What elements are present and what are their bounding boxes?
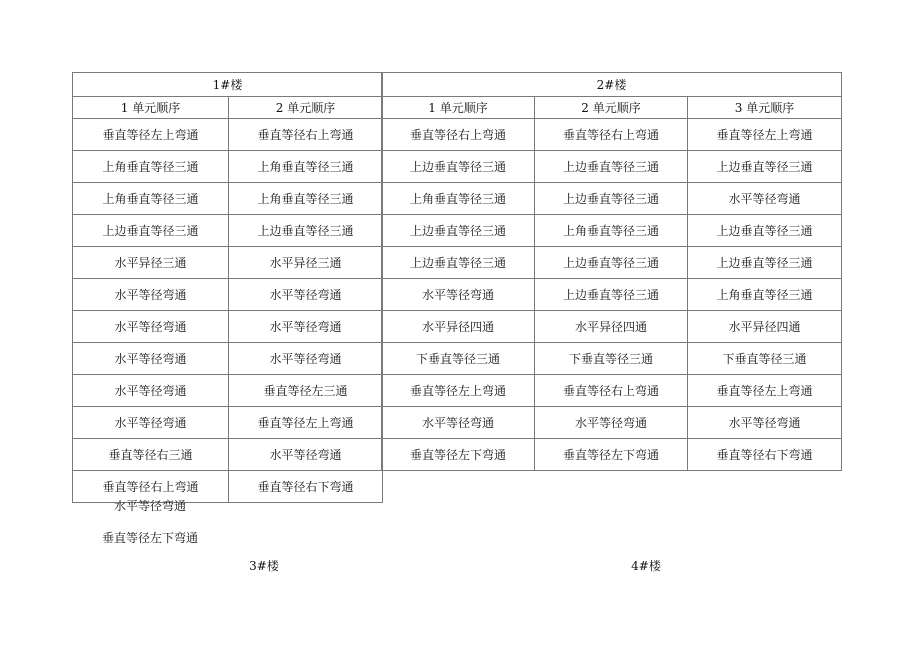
table-cell: 水平等径弯通 — [229, 311, 383, 343]
building2-table — [381, 72, 842, 471]
building1-header-row — [73, 97, 383, 119]
table-cell: 垂直等径左上弯通 — [229, 407, 383, 439]
table-row — [382, 311, 842, 343]
table-cell: 水平异径三通 — [229, 247, 383, 279]
table-cell: 水平等径弯通 — [688, 407, 842, 439]
table-cell: 上边垂直等径三通 — [382, 151, 535, 183]
table-cell: 垂直等径左上弯通 — [688, 375, 842, 407]
table-cell: 水平等径弯通 — [229, 439, 383, 471]
table-row — [382, 215, 842, 247]
table-cell: 水平等径弯通 — [73, 407, 229, 439]
column-header: 3 单元顺序 — [688, 97, 842, 119]
table-row — [382, 151, 842, 183]
table-row — [73, 183, 383, 215]
table-row — [73, 215, 383, 247]
table-cell: 上边垂直等径三通 — [535, 183, 688, 215]
column-header: 1 单元顺序 — [73, 97, 229, 119]
building1-extra-line: 水平等径弯通 — [113, 499, 186, 513]
building1-title: 1#楼 — [73, 73, 383, 97]
table-cell: 上角垂直等径三通 — [535, 215, 688, 247]
table-cell: 上边垂直等径三通 — [382, 247, 535, 279]
table-cell: 垂直等径右下弯通 — [688, 439, 842, 471]
table-cell: 上边垂直等径三通 — [688, 151, 842, 183]
table-row — [382, 279, 842, 311]
building2-title: 2#楼 — [382, 73, 842, 97]
table-cell: 垂直等径左下弯通 — [382, 439, 535, 471]
column-header: 2 单元顺序 — [535, 97, 688, 119]
table-cell: 垂直等径左三通 — [229, 375, 383, 407]
table-cell: 水平等径弯通 — [382, 407, 535, 439]
table-cell: 上角垂直等径三通 — [73, 151, 229, 183]
table-row — [382, 439, 842, 471]
table-cell: 上角垂直等径三通 — [382, 183, 535, 215]
table-cell: 水平等径弯通 — [229, 343, 383, 375]
table-cell: 上边垂直等径三通 — [535, 151, 688, 183]
building1-table — [72, 72, 383, 503]
table-cell: 垂直等径右上弯通 — [535, 119, 688, 151]
table-row — [73, 439, 383, 471]
table-cell: 垂直等径左上弯通 — [382, 375, 535, 407]
building1-extra-line: 垂直等径左下弯通 — [101, 531, 198, 545]
table-row — [73, 407, 383, 439]
table-row — [73, 279, 383, 311]
table-row — [73, 375, 383, 407]
table-cell: 上边垂直等径三通 — [229, 215, 383, 247]
table-cell: 水平异径三通 — [73, 247, 229, 279]
table-cell: 垂直等径右上弯通 — [382, 119, 535, 151]
column-header: 2 单元顺序 — [229, 97, 383, 119]
table-row — [382, 375, 842, 407]
building2-header-row — [382, 97, 842, 119]
table-cell: 下垂直等径三通 — [688, 343, 842, 375]
table-cell: 水平等径弯通 — [73, 375, 229, 407]
table-cell: 上边垂直等径三通 — [73, 215, 229, 247]
table-cell: 上边垂直等径三通 — [382, 215, 535, 247]
table-cell: 上角垂直等径三通 — [73, 183, 229, 215]
table-row — [73, 343, 383, 375]
table-row — [382, 119, 842, 151]
table-cell: 水平异径四通 — [688, 311, 842, 343]
table-cell: 上边垂直等径三通 — [535, 279, 688, 311]
table-cell: 水平等径弯通 — [73, 343, 229, 375]
table-cell: 水平异径四通 — [535, 311, 688, 343]
table-cell: 水平异径四通 — [382, 311, 535, 343]
table-cell: 上边垂直等径三通 — [688, 215, 842, 247]
table-row — [73, 247, 383, 279]
table-row — [382, 407, 842, 439]
table-row — [382, 183, 842, 215]
column-header: 1 单元顺序 — [382, 97, 535, 119]
table-row — [73, 119, 383, 151]
table-cell: 垂直等径右三通 — [73, 439, 229, 471]
building4-title: 4#楼 — [631, 559, 661, 573]
table-cell: 上边垂直等径三通 — [688, 247, 842, 279]
table-row — [382, 247, 842, 279]
table-cell: 水平等径弯通 — [535, 407, 688, 439]
table-cell: 水平等径弯通 — [73, 311, 229, 343]
table-cell: 垂直等径右上弯通 — [229, 119, 383, 151]
table-cell: 上角垂直等径三通 — [229, 151, 383, 183]
table-cell: 上角垂直等径三通 — [688, 279, 842, 311]
table-row — [73, 311, 383, 343]
table-cell: 垂直等径右上弯通 — [73, 471, 229, 503]
table-cell: 垂直等径右上弯通 — [535, 375, 688, 407]
table-cell: 水平等径弯通 — [229, 279, 383, 311]
table-cell: 垂直等径左下弯通 — [535, 439, 688, 471]
table-cell: 垂直等径左上弯通 — [73, 119, 229, 151]
table-cell: 水平等径弯通 — [688, 183, 842, 215]
table-row — [382, 343, 842, 375]
table-cell: 下垂直等径三通 — [535, 343, 688, 375]
table-cell: 上边垂直等径三通 — [535, 247, 688, 279]
table-cell: 上角垂直等径三通 — [229, 183, 383, 215]
building3-title: 3#楼 — [249, 559, 279, 573]
table-cell: 水平等径弯通 — [382, 279, 535, 311]
table-cell: 下垂直等径三通 — [382, 343, 535, 375]
table-row — [73, 151, 383, 183]
table-cell: 水平等径弯通 — [73, 279, 229, 311]
table-cell: 垂直等径左上弯通 — [688, 119, 842, 151]
table-cell: 垂直等径右下弯通 — [229, 471, 383, 503]
